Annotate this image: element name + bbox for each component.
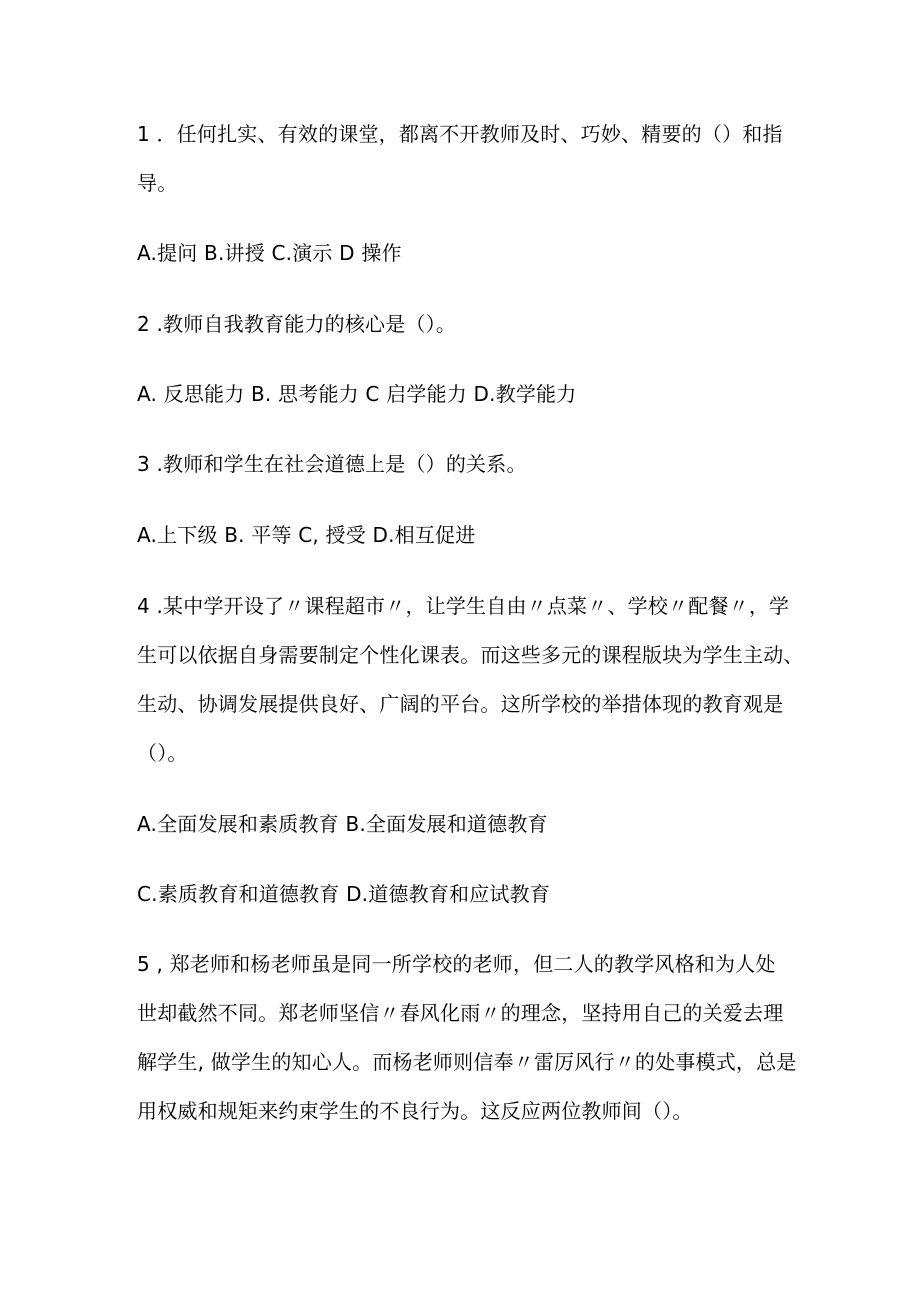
q5-stem-line-4: 用权威和规矩来约束学生的不良行为。这反应两位教师间（）。 xyxy=(137,1099,693,1123)
q5-stem-line-2: 世却截然不同。郑老师坚信〃春风化雨〃的理念，坚持用自己的关爱去理 xyxy=(137,1001,784,1025)
q3-options: A.上下级 B. 平等 C, 授受 D.相互促进 xyxy=(137,523,476,547)
q4-stem-line-4: （）。 xyxy=(137,741,188,765)
q4-stem-line-1: 4 .某中学开设了〃课程超市〃，让学生自由〃点菜〃、学校〃配餐〃，学 xyxy=(137,594,790,618)
q1-stem-line-2: 导。 xyxy=(137,171,178,195)
q2-options: A. 反思能力 B. 思考能力 C 启学能力 D.教学能力 xyxy=(137,382,577,406)
q4-options-line-1: A.全面发展和素质教育 B.全面发展和道德教育 xyxy=(137,812,548,836)
q4-stem-line-3: 生动、协调发展提供良好、广阔的平台。这所学校的举措体现的教育观是 xyxy=(137,692,784,716)
q1-options: A.提问 B.讲授 C.演示 D 操作 xyxy=(137,241,402,265)
q1-stem-line-1: 1 ．任何扎实、有效的课堂，都离不开教师及时、巧妙、精要的（）和指 xyxy=(137,122,783,146)
q2-stem: 2 .教师自我教育能力的核心是（）。 xyxy=(137,312,457,336)
q4-options-line-2: C.素质教育和道德教育 D.道德教育和应试教育 xyxy=(137,882,551,906)
q5-stem-line-1: 5 , 郑老师和杨老师虽是同一所学校的老师，但二人的教学风格和为人处 xyxy=(137,952,776,976)
q3-stem: 3 .教师和学生在社会道德上是（）的关系。 xyxy=(137,452,527,476)
q5-stem-line-3: 解学生, 做学生的知心人。而杨老师则信奉〃雷厉风行〃的处事模式，总是 xyxy=(137,1050,797,1074)
q4-stem-line-2: 生可以依据自身需要制定个性化课表。而这些多元的课程版块为学生主动、 xyxy=(137,643,804,667)
